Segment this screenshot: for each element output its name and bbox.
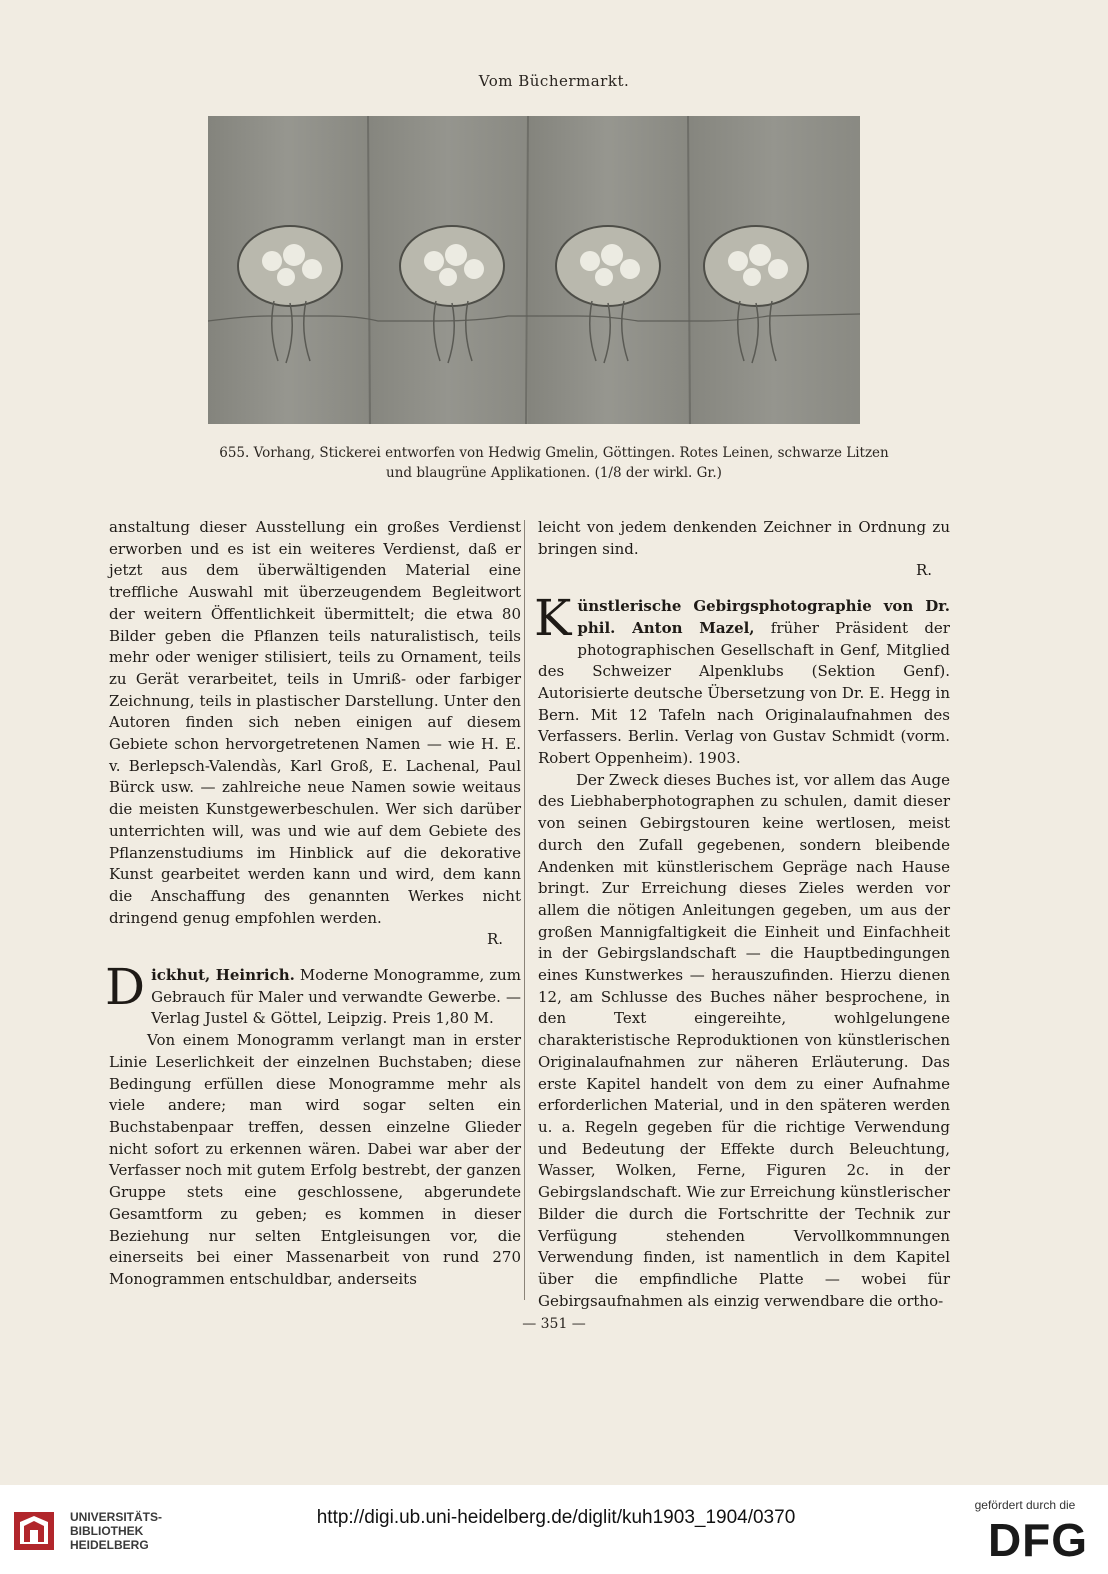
figure-caption xyxy=(150,443,958,483)
caption-line-2: und blaugrüne Applikationen. (1/8 der wirkl. Gr.) xyxy=(386,465,722,481)
entry-bibliography: Moderne Monogramme, zum Gebrauch für Maler und verwandte Gewerbe. — Verlag Justel & Göttel, Leipzig. Preis 1,80 M. xyxy=(151,966,521,1028)
entry-author: ickhut, Heinrich. xyxy=(151,966,295,985)
digitization-footer xyxy=(0,1485,1108,1574)
reviewer-signature: R. xyxy=(486,930,503,949)
curtain-embroidery-photograph xyxy=(208,116,860,424)
source-url-link[interactable]: http://digi.ub.uni-heidelberg.de/diglit/kuh1903_1904/0370 xyxy=(316,1507,796,1528)
body-paragraph: anstaltung dieser Ausstellung ein großes Verdienst erworben und es ist ein weiteres Verdienst, daß er jetzt aus dem überwältigenden Material eine treffliche Auswahl mit überzeugendem Begleitwort der weitern Öffentlichkeit übermittelt; die etwa 80 Bilder geben die Pflanzen teils naturalistisch, teils mehr oder weniger stilisiert, teils zu Ornament, teils zu Gerät verarbeitet, teils in Umriß- oder farbiger Zeichnung, teils in plastischer Darstellung. Unter den Autoren finden sich neben einigen auf diesem Gebiete schon hervorgetretenen Namen — wie H. E. v. Berlepsch-Valendàs, Karl Groß, E. Lachenal, Paul Bürck usw. — zahlreiche neue Namen sowie weitaus die meisten Kunstgewerbeschulen. Wer sich darüber unterrichten will, was und wie auf dem Gebiete des Pflanzenstudiums im Hinblick auf die dekorative Kunst gearbeitet werden kann und wird, dem kann die Anschaffung des genannten Werkes nicht dringend genug empfohlen werden. xyxy=(109,518,521,927)
reviewer-signature: R. xyxy=(915,561,932,580)
curtain-illustration xyxy=(208,116,860,424)
review-entry-heading xyxy=(105,958,521,1030)
caption-line-1: 655. Vorhang, Stickerei entworfen von Hedwig Gmelin, Göttingen. Rotes Leinen, schwarze Litzen xyxy=(219,445,889,461)
running-title: Vom Büchermarkt. xyxy=(478,72,630,90)
dfg-logo: DFG xyxy=(987,1514,1089,1566)
page-number: — 351 — xyxy=(522,1316,586,1332)
entry-bibliography: früher Präsident der photographischen Gesellschaft in Genf, Mitglied des Schweizer Alpenklubs (Sektion Genf). Autorisierte deutsche Übersetzung von Dr. E. Hegg in Bern. Mit 12 Tafeln nach Originalaufnahmen des Verfassers. Berlin. Verlag von Gustav Schmidt (vorm. Robert Oppenheim). 1903. xyxy=(538,618,950,768)
funded-by-label: gefördert durch die xyxy=(974,1498,1076,1512)
institution-name: UNIVERSITÄTS- BIBLIOTHEK HEIDELBERG xyxy=(70,1510,163,1552)
body-paragraph: leicht von jedem denkenden Zeichner in Ordnung zu bringen sind. xyxy=(538,518,950,558)
column-divider xyxy=(524,520,525,1300)
review-entry-heading xyxy=(534,589,950,770)
body-paragraph: Der Zweck dieses Buches ist, vor allem das Auge des Liebhaberphotographen zu schulen, damit dieser von seinen Gebirgstouren keine wertlosen, meist durch den Zufall gegebenen, sondern bleibende Andenken mit künstlerischem Gepräge nach Hause bringt. Zur Erreichung dieses Zieles werden vor allem die nötigen Anleitungen gegeben, um aus der großen Mannigfaltigkeit die Einheit und Einfachheit in der Gebirgslandschaft — die Hauptbedingungen eines Kunstwerkes — herauszufinden. Hierzu dienen 12, am Schlusse des Buches näher besprochene, in den Text eingereihte, wohlgelungene charakteristische Reproduktionen von künstlerischen Originalaufnahmen zur näheren Erläuterung. Das erste Kapitel handelt von dem zu einer Aufnahme erforderlichen Material, und in den späteren werden u. a. Regeln gegeben für die richtige Verwendung und Bedeutung der Effekte durch Beleuchtung, Wasser, Wolken, Ferne, Figuren 2c. in der Gebirgslandschaft. Wie zur Erreichung künstlerischer Bilder die durch die Fortschritte der Technik zur Verfügung stehenden Vervollkommnungen Verwendung finden, ist namentlich in dem Kapitel über die empfindliche Platte — wobei für Gebirgsaufnahmen als einzig verwendbare die ortho- xyxy=(538,770,950,1310)
drop-cap: K xyxy=(534,589,572,648)
drop-cap: D xyxy=(105,958,146,1017)
left-column xyxy=(105,517,521,1291)
university-library-logo xyxy=(10,1508,62,1554)
right-column xyxy=(534,517,950,1312)
entry-title: ünstlerische Gebirgsphotographie von Dr. phil. Anton Mazel, xyxy=(577,597,950,637)
body-paragraph: Von einem Monogramm verlangt man in erster Linie Leserlichkeit der einzelnen Buchstaben; diese Bedingung erfüllen diese Monogramme mehr als viele andere; man wird sogar selten ein Buchstabenpaar treffen, dessen einzelne Glieder nicht sofort zu erkennen wären. Dabei war aber der Verfasser noch mit gutem Erfolg bestrebt, der ganzen Gruppe stets eine geschlossene, abgerundete Gesamtform zu geben; es kommen in dieser Beziehung nur selten Entgleisungen vor, die einerseits bei einer Massenarbeit von rund 270 Monogrammen entschuldbar, anderseits xyxy=(109,1031,521,1288)
